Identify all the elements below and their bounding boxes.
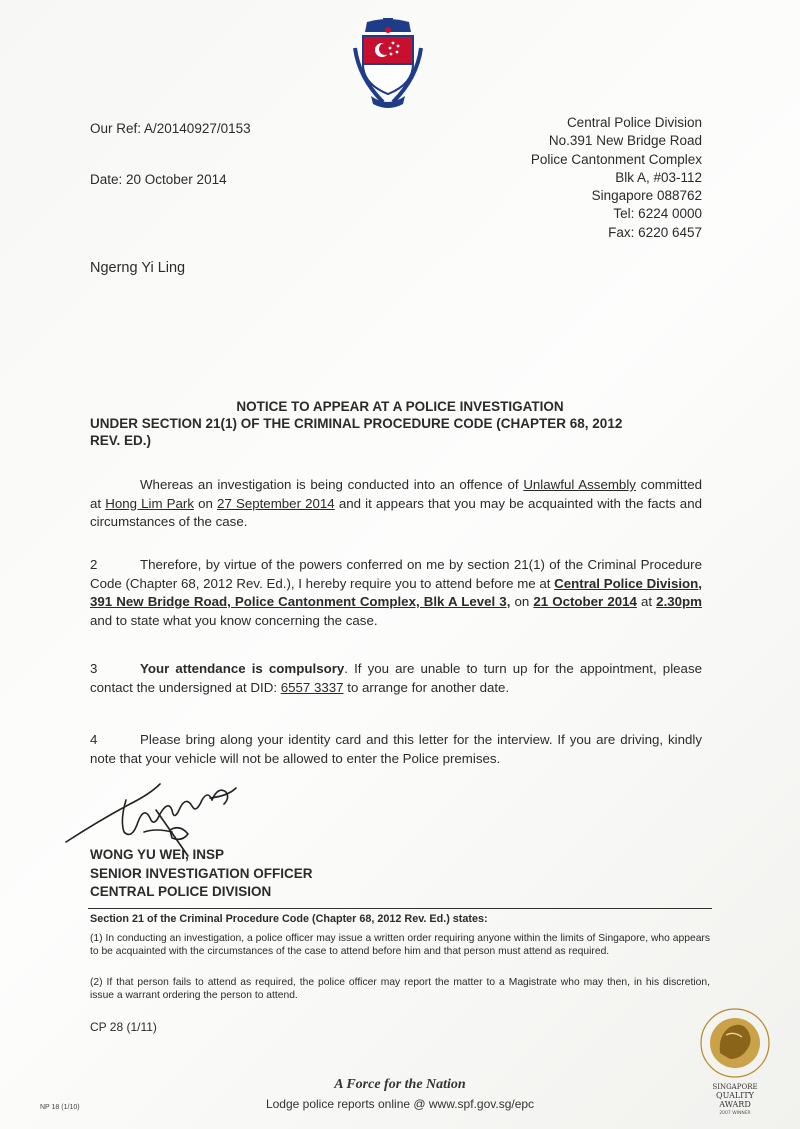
compulsory-notice: Your attendance is compulsory [140, 661, 345, 676]
police-crest-logo [353, 18, 423, 110]
np-code: NP 18 (1/10) [40, 1104, 80, 1111]
award-text-4: AWARD [719, 1100, 751, 1109]
p2-text-b: on [510, 594, 534, 609]
footnote-heading: Section 21 of the Criminal Procedure Code (Chapter 68, 2012 Rev. Ed.) states: [90, 913, 488, 925]
footer-motto: A Force for the Nation [334, 1077, 466, 1092]
address-line: Fax: 6220 6457 [608, 224, 702, 240]
contact-phone: 6557 3337 [280, 679, 344, 695]
address-line: Police Cantonment Complex [530, 151, 702, 167]
our-reference: Our Ref: A/20140927/0153 [90, 121, 251, 136]
notice-title: NOTICE TO APPEAR AT A POLICE INVESTIGATION [236, 399, 564, 414]
p1-text-b: committed at [90, 477, 703, 511]
address-line: Blk A, #03-112 [615, 169, 702, 185]
paragraph-3 [90, 660, 702, 697]
signatory-role: SENIOR INVESTIGATION OFFICER [90, 865, 313, 881]
paragraph-number: 3 [90, 661, 98, 676]
notice-subtitle: UNDER SECTION 21(1) OF THE CRIMINAL PROCEDURE CODE (CHAPTER 68, 2012 [90, 416, 623, 431]
address-line: Central Police Division [566, 115, 702, 130]
award-text-3: QUALITY [716, 1091, 754, 1100]
offence-type: Unlawful Assembly [523, 477, 636, 492]
signatory-block [90, 846, 313, 902]
footnote-item-1: (1) In conducting an investigation, a police officer may issue a written order requiring anyone within the limits of Singapore, who appears to be acquainted with the circumstances of the case to attend before him and that person must attend as required. [90, 933, 710, 957]
p3-text-a: . If you are unable to turn up for the appointment, please contact the undersigned at DID: [90, 661, 702, 695]
paragraph-2 [90, 556, 702, 630]
award-text-5: 2007 WINNER [719, 1111, 751, 1115]
paragraph-number: 4 [90, 732, 98, 747]
attendance-location: Central Police Division, 391 New Bridge Road, Police Cantonment Complex, Blk A Level 3, [90, 575, 702, 609]
p1-text-c: on [194, 495, 218, 511]
form-code: CP 28 (1/11) [90, 1020, 157, 1034]
footnote-item-2: (2) If that person fails to attend as required, the police officer may report the matter to a Magistrate who may then, in his discretion, issue a warrant ordering the person to attend. [90, 977, 710, 1001]
p2-text-c: at [636, 594, 657, 609]
p4-text: Please bring along your identity card and this letter for the interview. If you are driving, kindly note that your vehicle will not be allowed to enter the Police premises. [90, 732, 702, 766]
address-line: No.391 New Bridge Road [548, 133, 702, 149]
footer-online-reports: Lodge police reports online @ www.spf.gov.sg/epc [265, 1097, 535, 1111]
attendance-time: 2.30pm [656, 594, 702, 609]
signatory-name: WONG YU WEI, INSP [90, 847, 225, 862]
letter-date: Date: 20 October 2014 [90, 172, 227, 187]
p1-text-d: and it appears that you may be acquainted with the facts and circumstances of the case. [90, 495, 702, 529]
p2-text-d: and to state what you know concerning the case. [90, 612, 378, 628]
recipient-name: Ngerng Yi Ling [90, 260, 186, 276]
signatory-division: CENTRAL POLICE DIVISION [90, 884, 272, 899]
address-line: Singapore 088762 [591, 188, 702, 204]
footnote-divider [88, 908, 712, 909]
paragraph-1 [90, 476, 702, 532]
offence-place: Hong Lim Park [105, 495, 195, 511]
p1-text-a: Whereas an investigation is being conducted into an offence of [140, 477, 524, 492]
p3-text-b: to arrange for another date. [343, 679, 510, 695]
paragraph-number: 2 [90, 557, 98, 572]
p2-text-a: Therefore, by virtue of the powers conferred on me by section 21(1) of the Criminal Procedure Code (Chapter 68, 2012 Rev. Ed.), I hereby require you to attend before me at [90, 557, 702, 591]
sender-address [531, 114, 702, 242]
attendance-date: 21 October 2014 [533, 594, 637, 609]
offence-date: 27 September 2014 [217, 495, 335, 511]
notice-subtitle-end: REV. ED.) [90, 433, 152, 448]
address-line: Tel: 6224 0000 [613, 206, 702, 222]
paragraph-4 [90, 731, 702, 768]
award-text-2: SINGAPORE [712, 1083, 758, 1091]
